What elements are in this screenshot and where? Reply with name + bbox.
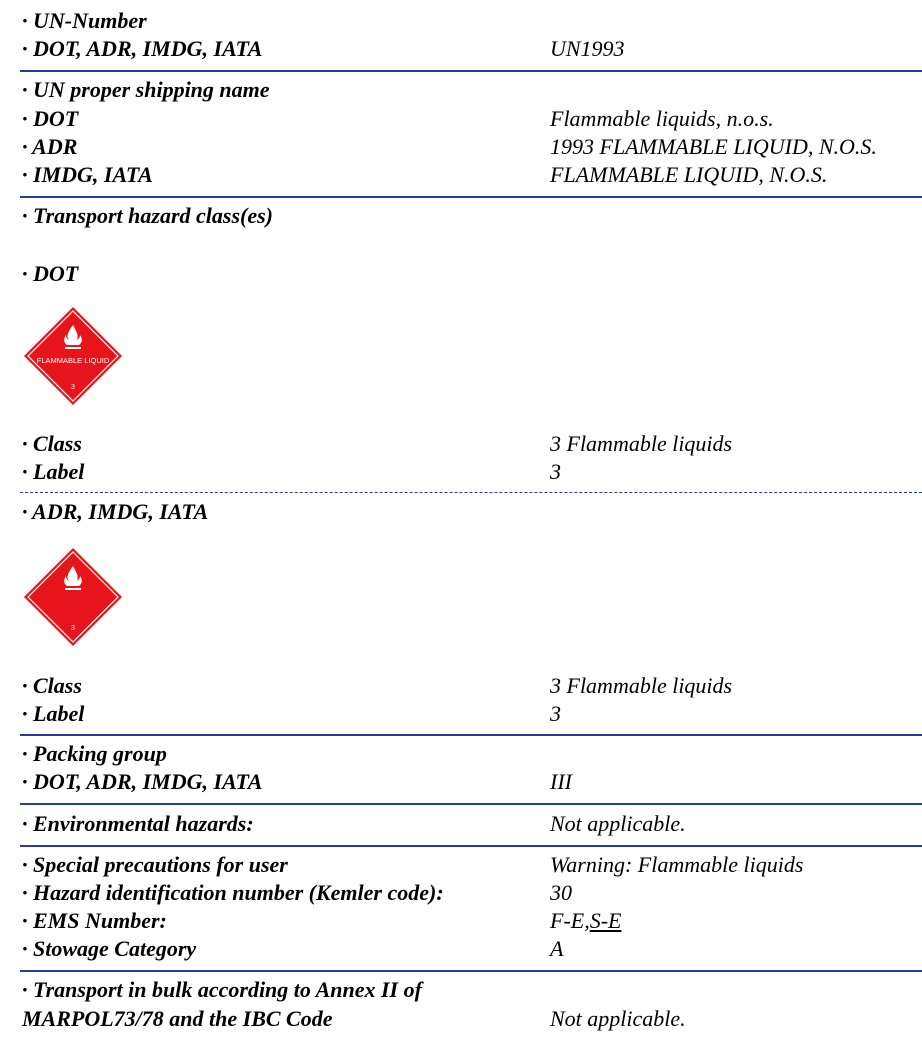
shipping-name-imdg-label: · IMDG, IATA <box>22 162 153 187</box>
environmental-row <box>22 811 686 836</box>
dot-class-value: 3 Flammable liquids <box>550 431 733 456</box>
un-number-value: UN1993 <box>550 36 625 61</box>
shipping-name-dot-row <box>22 106 774 131</box>
kemler-row <box>22 880 572 905</box>
ems-value <box>550 908 621 933</box>
un-number-row <box>22 36 625 61</box>
shipping-name-adr-label: · ADR <box>22 134 78 159</box>
stowage-value: A <box>550 936 564 961</box>
adr-label-row <box>22 701 561 726</box>
bulk-value: Not applicable. <box>550 1006 686 1031</box>
dot-class-label: · Class <box>22 431 82 456</box>
packing-group-label: · DOT, ADR, IMDG, IATA <box>22 769 263 794</box>
dot-label-row <box>22 459 561 484</box>
pictogram-text: FLAMMABLE LIQUID <box>36 356 110 365</box>
bulk-label-line2: MARPOL73/78 and the IBC Code <box>22 1006 333 1031</box>
environmental-label: · Environmental hazards: <box>22 811 254 836</box>
stowage-row <box>22 936 564 961</box>
kemler-value: 30 <box>550 880 572 905</box>
pictogram-number: 3 <box>71 384 75 391</box>
section-divider <box>20 196 922 198</box>
shipping-name-adr-row <box>22 134 877 159</box>
ems-value-spill: S-E <box>589 908 622 933</box>
shipping-name-dot-label: · DOT <box>22 106 79 131</box>
precautions-value: Warning: Flammable liquids <box>550 852 804 877</box>
un-number-heading: · UN-Number <box>22 8 147 33</box>
adr-label-label: · Label <box>22 701 85 726</box>
hazard-adr-heading: · ADR, IMDG, IATA <box>22 499 209 524</box>
section-divider <box>20 734 922 736</box>
ems-value-fire: F-E, <box>550 908 590 933</box>
flammable-liquid-diamond-icon <box>22 305 124 407</box>
shipping-name-dot-value: Flammable liquids, n.o.s. <box>550 106 774 131</box>
dot-class-row <box>22 431 733 456</box>
environmental-value: Not applicable. <box>550 811 686 836</box>
precautions-label: · Special precautions for user <box>22 852 288 877</box>
section-divider <box>20 970 922 972</box>
flame-diamond-icon <box>22 546 124 648</box>
precautions-row <box>22 852 804 877</box>
hazard-dot-heading: · DOT <box>22 261 79 286</box>
shipping-name-imdg-row <box>22 162 828 187</box>
section-divider <box>20 70 922 72</box>
shipping-name-heading: · UN proper shipping name <box>22 77 270 102</box>
bulk-label-line1: · Transport in bulk according to Annex II of <box>22 977 422 1002</box>
dot-label-label: · Label <box>22 459 85 484</box>
ems-label: · EMS Number: <box>22 908 167 933</box>
section-divider <box>20 803 922 805</box>
packing-group-heading: · Packing group <box>22 741 167 766</box>
packing-group-row <box>22 769 572 794</box>
bulk-row <box>22 1006 686 1031</box>
dot-label-value: 3 <box>550 459 561 484</box>
stowage-label: · Stowage Category <box>22 936 197 961</box>
adr-label-value: 3 <box>550 701 561 726</box>
hazard-class-heading: · Transport hazard class(es) <box>22 203 273 228</box>
ems-row <box>22 908 622 933</box>
pictogram-number: 3 <box>71 625 75 632</box>
adr-class-label: · Class <box>22 673 82 698</box>
un-number-label: · DOT, ADR, IMDG, IATA <box>22 36 263 61</box>
adr-class-row <box>22 673 733 698</box>
shipping-name-adr-value: 1993 FLAMMABLE LIQUID, N.O.S. <box>550 134 877 159</box>
packing-group-value: III <box>550 769 572 794</box>
section-divider <box>20 845 922 847</box>
adr-class-value: 3 Flammable liquids <box>550 673 733 698</box>
dashed-divider <box>20 492 922 493</box>
shipping-name-imdg-value: FLAMMABLE LIQUID, N.O.S. <box>550 162 828 187</box>
kemler-label: · Hazard identification number (Kemler code): <box>22 880 444 905</box>
